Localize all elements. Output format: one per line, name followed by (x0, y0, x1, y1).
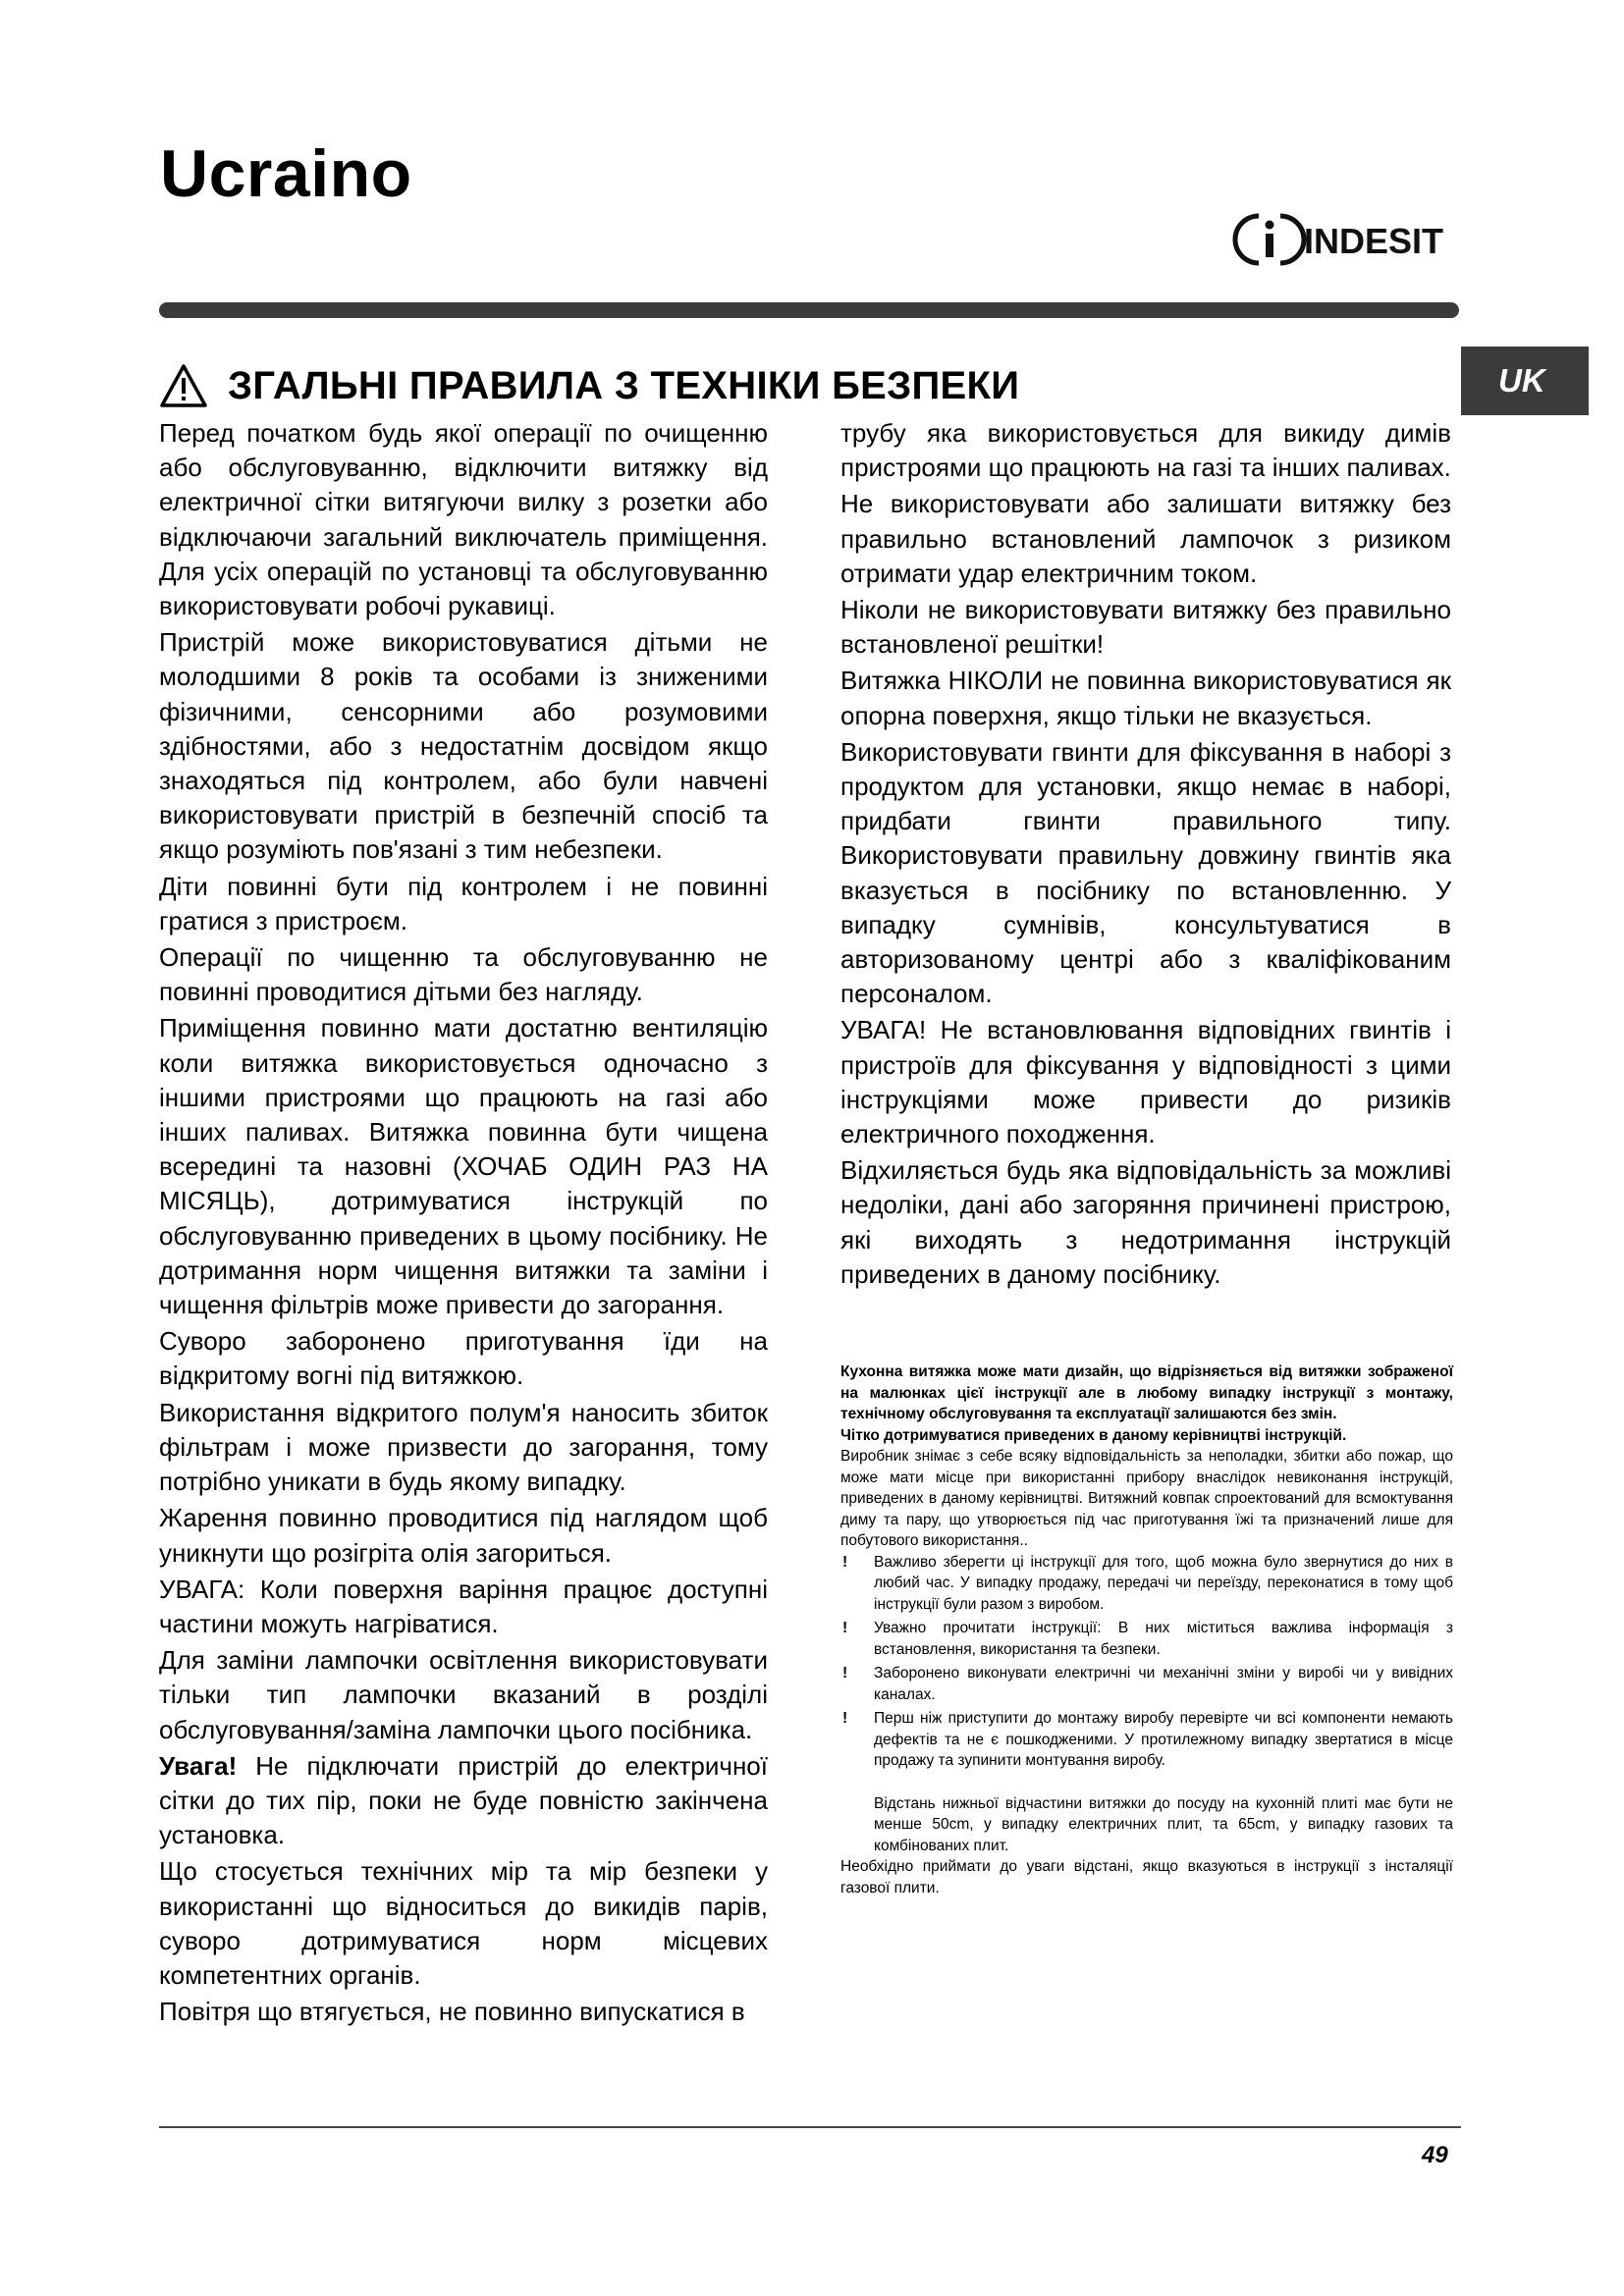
paragraph: Використовувати гвинти для фіксування в наборі з продуктом для установки, якщо немає в наборі, придбати гвинти правильного типу. Використовувати правильну довжину гвинтів яка вказується в посібнику по встановленню. У випадку сумнівів, консультуватися в авторизованому центрі або з кваліфікованим персоналом. (840, 736, 1451, 1009)
notes-block (840, 1362, 1453, 1898)
paragraph: трубу яка використовується для викиду димів пристроями що працюють на газі та інших паливах. (840, 418, 1451, 483)
gas-note: Необхідно приймати до уваги відстані, якщо вказуються в інструкції з інсталяції газової плити. (840, 1858, 1453, 1896)
notes-follow-instructions: Чітко дотримуватися приведених в даному керівництві інструкцій. (840, 1426, 1347, 1444)
right-column (840, 416, 1451, 1294)
paragraph: Діти повинні бути під контролем і не повинні гратися з пристроєм. (159, 871, 768, 935)
paragraph: Приміщення повинно мати достатню вентиляцію коли витяжка використовується одночасно з іншими пристроями що працюють на газі або інших паливах. Витяжка повинна бути чищена всередині та назовні (ХОЧАБ ОДИН РАЗ НА МІСЯЦЬ), дотримуватися інструкцій по обслуговуванню приведених в цьому посібнику. Не дотримання норм чищення витяжки та заміни і чищення фільтрів може привести до загорання. (159, 1013, 768, 1320)
paragraph: Суворо заборонено приготування їди на відкритому вогні під витяжкою. (159, 1326, 768, 1391)
paragraph-text: Не підключати пристрій до електричної сітки до тих пір, поки не буде повністю закінчена установка. (159, 1750, 768, 1850)
distance-note: Відстань нижньої відчастини витяжки до посуду на кухонній плиті має бути не менше 50cm, у випадку електричних плит, та 65cm, у випадку газових та комбінованих плит. (874, 1794, 1453, 1854)
paragraph: УВАГА! Не встановлювання відповідних гвинтів і пристроїв для фіксування у відповідності з цими інструкціями може привести до ризиків електричного походження. (840, 1015, 1451, 1149)
paragraph: Перед початком будь якої операції по очищенню або обслуговуванню, відключити витяжку від електричної сітки витягуючи вилку з розетки або відключаючи загальний виключатель приміщення. Для усіх операцій по установці та обслуговуванню використовувати робочі рукавиці. (159, 418, 768, 621)
paragraph: Повітря що втягується, не повинно випускатися в (159, 1997, 745, 2027)
list-item (840, 1708, 1453, 1772)
list-item (840, 1618, 1453, 1660)
brand-wordmark: INDESIT (1304, 221, 1444, 261)
paragraph: Для заміни лампочки освітлення використовувати тільки тип лампочки вказаний в розділі обслуговування/заміна лампочки цього посібника. (159, 1645, 768, 1744)
indesit-logo (1229, 208, 1453, 269)
paragraph: УВАГА: Коли поверхня варіння працює доступні частини можуть нагріватися. (159, 1574, 768, 1638)
list-item (840, 1663, 1453, 1705)
language-title: Ucraino (160, 136, 412, 211)
left-column (159, 416, 768, 2031)
page-number: 49 (1422, 2142, 1448, 2168)
paragraph: Використання відкритого полум'я наносить збиток фільтрам і може призвести до загорання, тому потрібно уникати в будь якому випадку. (159, 1397, 768, 1497)
warning-triangle-icon (159, 363, 208, 408)
attention-label: Увага! (159, 1750, 238, 1781)
paragraph: Витяжка НІКОЛИ не повинна використовуватися як опорна поверхня, якщо тільки не вказується. (840, 666, 1451, 730)
language-badge: UK (1461, 347, 1589, 415)
exclamation-icon: ! (842, 1620, 848, 1636)
notes-intro: Кухонна витяжка може мати дизайн, що відрізняється від витяжки зображеної на малюнках цієї інструкції але в любому випадку інструкції з монтажу, технічному обслуговування та експлуатації залишаются без змін. (840, 1363, 1453, 1422)
paragraph: Жарення повинно проводитися під наглядом щоб уникнути що розігріта олія загориться. (159, 1503, 768, 1568)
exclamation-icon: ! (842, 1553, 848, 1571)
paragraph: Не використовувати або залишати витяжку без правильно встановлений лампочок з ризиком отримати удар електричним током. (840, 489, 1451, 588)
paragraph (159, 1749, 768, 1853)
notes-liability: Виробник знімає з себе всяку відповідальність за неполадки, збитки або пожар, що може мати місце при використанні прибору внаслідок невиконання інструкцій, приведених в даному керівництві. Витяжний ковпак спроектований для всмоктування диму та пару, що утворюється під час приготування їжі та призначений лише для побутового використання.. (840, 1448, 1453, 1549)
paragraph: Пристрій може використовуватися дітьми не молодшими 8 років та особами із зниженими фізичними, сенсорними або розумовими здібностями, або з недостатнім досвідом якщо знаходяться під контролем, або були навчені використовувати пристрій в безпечній спосіб та якщо розуміють пов'язані з тим небезпеки. (159, 627, 768, 865)
paragraph: Ніколи не використовувати витяжку без правильно встановленої решітки! (840, 595, 1451, 660)
notes-bullet-list (840, 1552, 1453, 1772)
footer-divider (159, 2126, 1461, 2128)
paragraph: Відхиляється будь яка відповідальність за можливі недоліки, дані або загоряння причинені пристрою, які виходять з недотримання інструкцій приведених в даному посібнику. (840, 1155, 1451, 1289)
header-divider (159, 302, 1459, 318)
exclamation-icon: ! (842, 1710, 848, 1727)
list-item-text: Важливо зберегти ці інструкції для того, щоб можна було звернутися до них в любий час. У випадку продажу, передачі чи переїзду, переконатися в тому щоб інструкції були разом з виробом. (874, 1553, 1453, 1613)
paragraph: Що стосується технічних мір та мір безпеки у використанні що відноситься до викидів парів, суворо дотримуватися норм місцевих компетентних органів. (159, 1856, 768, 1990)
paragraph: Операції по чищенню та обслуговуванню не повинні проводитися дітьми без нагляду. (159, 942, 768, 1007)
section-heading (159, 363, 1019, 408)
list-item-text: Уважно прочитати інструкції: В них міститься важлива інформація з встановлення, використання та безпеки. (874, 1620, 1453, 1658)
list-item-text: Перш ніж приступити до монтажу виробу перевірте чи всі компоненти немають дефектів та не є пошкодженими. У протилежному випадку звертатися в місце продажу та зупинити монтування виробу. (874, 1710, 1453, 1769)
section-title: ЗГАЛЬНІ ПРАВИЛА З ТЕХНІКИ БЕЗПЕКИ (228, 363, 1020, 407)
list-item-text: Заборонено виконувати електричні чи механічні зміни у виробі чи у вивідних каналах. (874, 1665, 1453, 1703)
exclamation-icon: ! (842, 1665, 848, 1682)
list-item (840, 1552, 1453, 1616)
